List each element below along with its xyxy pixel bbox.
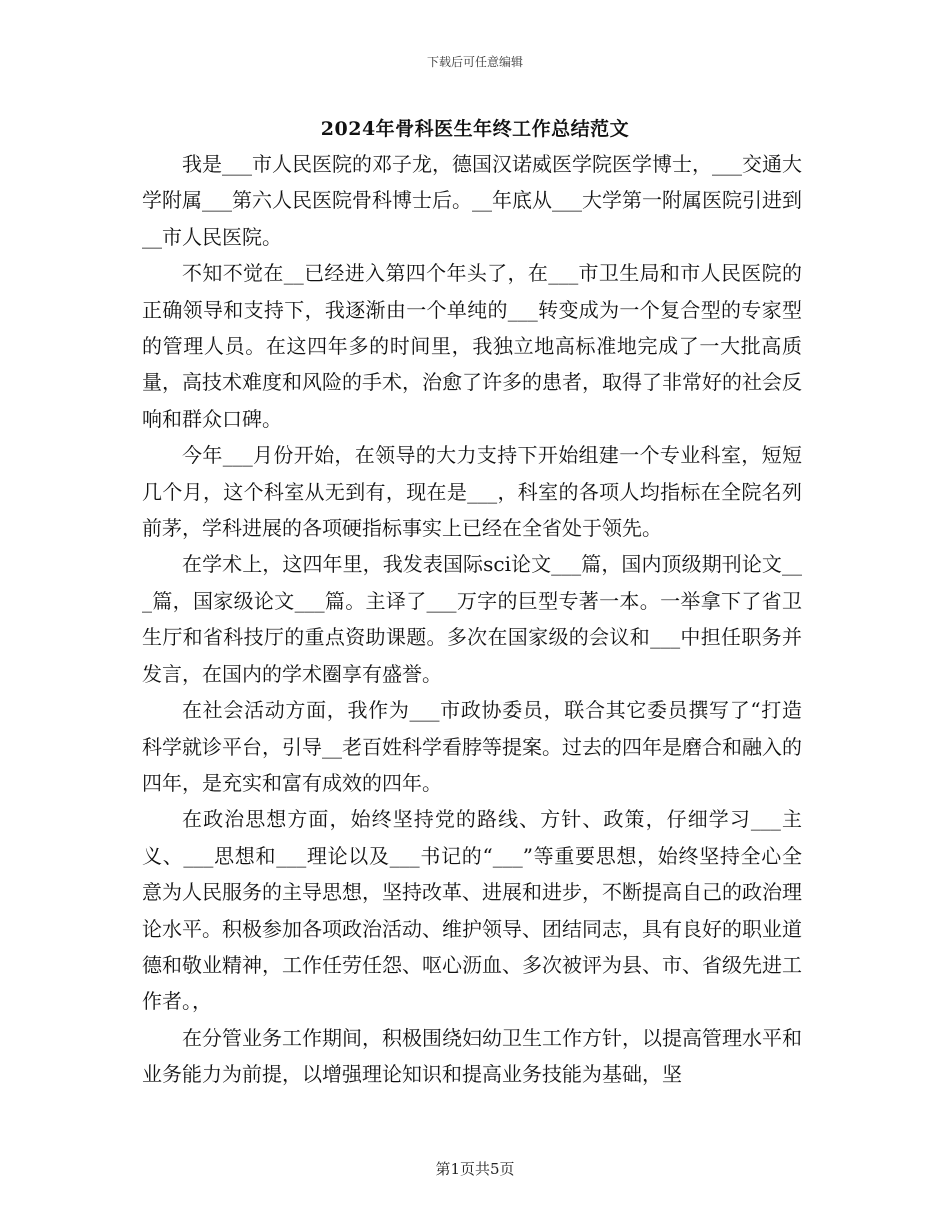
page-number: 第1页共5页	[435, 1160, 515, 1178]
paragraph: 在学术上，这四年里，我发表国际sci论文___篇，国内顶级期刊论文___篇，国家级论文___篇。主译了___万字的巨型专著一本。一举拿下了省卫生厅和省科技厅的重点资助课题。多次在国家级的会议和___中担任职务并发言，在国内的学术圈享有盛誉。	[142, 552, 802, 686]
document-title: 2024年骨科医生年终工作总结范文	[320, 118, 630, 140]
paragraph: 在政治思想方面，始终坚持党的路线、方针、政策，仔细学习___主义、___思想和___理论以及___书记的“___”等重要思想，始终坚持全心全意为人民服务的主导思想，坚持改革、进展和进步，不断提高自己的政治理论水平。积极参加各项政治活动、维护领导、团结同志，具有良好的职业道德和敬业精神，工作任劳任怨、呕心沥血、多次被评为县、市、省级先进工作者。，	[142, 807, 802, 1014]
paragraph: 我是___市人民医院的邓子龙，德国汉诺威医学院医学博士，___交通大学附属___第六人民医院骨科博士后。__年底从___大学第一附属医院引进到__市人民医院。	[142, 152, 802, 249]
paragraph: 在社会活动方面，我作为___市政协委员，联合其它委员撰写了“打造科学就诊平台，引导__老百姓科学看脖等提案。过去的四年是磨合和融入的四年，是充实和富有成效的四年。	[142, 698, 802, 795]
page-header-note: 下载后可任意编辑	[426, 55, 523, 69]
paragraph: 在分管业务工作期间，积极围绕妇幼卫生工作方针，以提高管理水平和业务能力为前提，以增强理论知识和提高业务技能为基础，坚	[142, 1025, 802, 1087]
paragraph: 今年___月份开始，在领导的大力支持下开始组建一个专业科室，短短几个月，这个科室从无到有，现在是___，科室的各项人均指标在全院名列前茅，学科进展的各项硬指标事实上已经在全省处于领先。	[142, 443, 802, 541]
paragraph: 不知不觉在__已经进入第四个年头了，在___市卫生局和市人民医院的正确领导和支持下，我逐渐由一个单纯的___转变成为一个复合型的专家型的管理人员。在这四年多的时间里，我独立地高标准地完成了一大批高质量，高技术难度和风险的手术，治愈了许多的患者，取得了非常好的社会反响和群众口碑。	[142, 261, 802, 431]
document-body	[142, 146, 802, 1093]
